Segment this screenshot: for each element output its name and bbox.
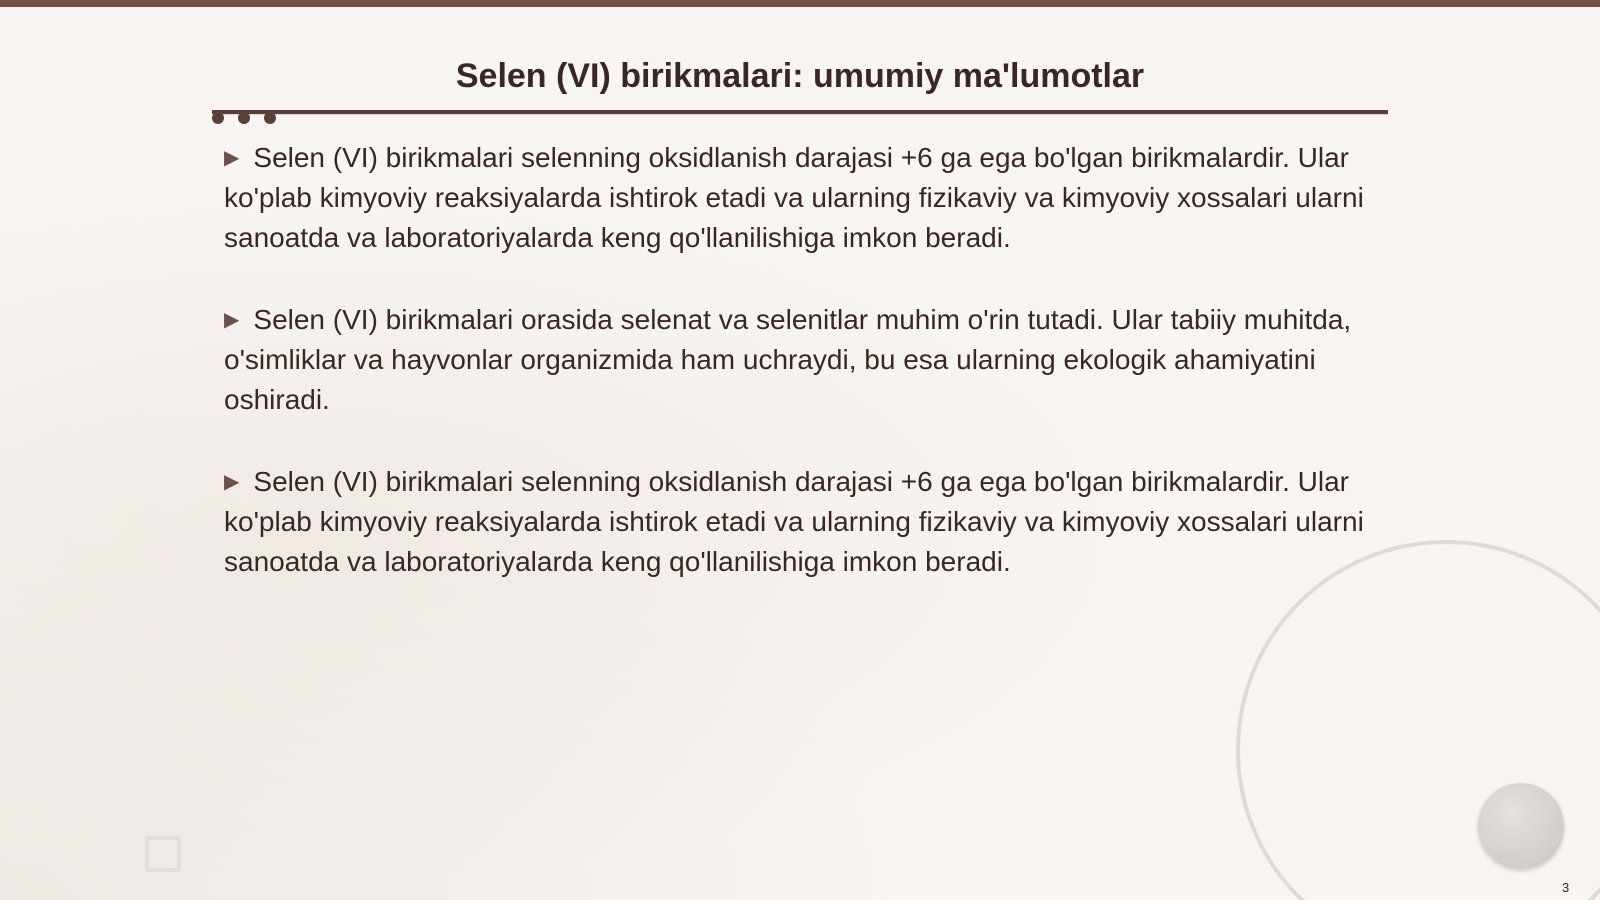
decorative-circle (1478, 783, 1564, 869)
triangle-bullet-icon: ▶ (224, 471, 240, 493)
slide-title: Selen (VI) birikmalari: umumiy ma'lumotlar (455, 57, 1145, 95)
divider-dot (212, 112, 224, 124)
bullet-paragraph (224, 462, 1374, 582)
bullet-paragraph (224, 300, 1374, 420)
paragraph-text: Selen (VI) birikmalari orasida selenat va selenitlar muhim o'rin tutadi. Ular tabiiy muhitda, o'simliklar va hayvonlar organizmida ham uchraydi, bu esa ularning ekologik ahamiyatini oshiradi. (224, 304, 1352, 415)
paragraph-text: Selen (VI) birikmalari selenning oksidlanish darajasi +6 ga ega bo'lgan birikmalardir. Ular ko'plab kimyoviy reaksiyalarda ishtirok etadi va ularning fizikaviy va kimyoviy xossalari ularni sanoatda va laboratoriyalarda keng qo'llanilishiga imkon beradi. (224, 466, 1364, 577)
bullet-paragraph (224, 138, 1374, 258)
divider-dot (264, 112, 276, 124)
triangle-bullet-icon: ▶ (224, 147, 240, 169)
top-accent-bar (0, 0, 1600, 7)
page-number: 3 (1562, 880, 1570, 895)
divider-dot (238, 112, 250, 124)
triangle-bullet-icon: ▶ (224, 309, 240, 331)
slide-body (224, 138, 1374, 624)
paragraph-text: Selen (VI) birikmalari selenning oksidlanish darajasi +6 ga ega bo'lgan birikmalardir. Ular ko'plab kimyoviy reaksiyalarda ishtirok etadi va ularning fizikaviy va kimyoviy xossalari ularni sanoatda va laboratoriyalarda keng qo'llanilishiga imkon beradi. (224, 142, 1364, 253)
decorative-square (145, 836, 181, 872)
title-divider (212, 110, 1388, 114)
